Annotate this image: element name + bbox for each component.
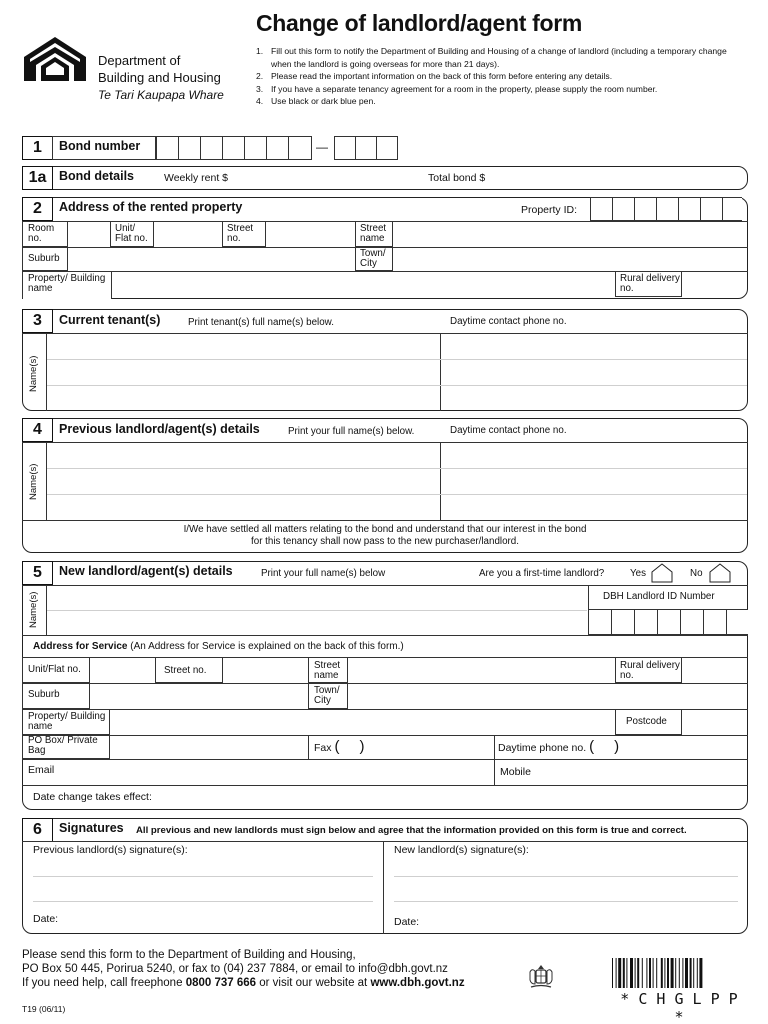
town-label: Town/ City xyxy=(360,248,386,269)
first-time-no-checkbox[interactable] xyxy=(709,563,731,583)
bond-number-input[interactable] xyxy=(156,136,312,160)
current-tenant-label: Current tenant(s) xyxy=(59,313,161,327)
new-signature-date-input[interactable] xyxy=(423,910,747,932)
new-property-name-label: Property/ Building name xyxy=(28,711,106,732)
weekly-rent-field[interactable]: Weekly rent $ xyxy=(164,172,228,184)
unit-label: Unit/ Flat no. xyxy=(115,223,148,244)
new-suburb-input[interactable] xyxy=(91,684,307,708)
date-change-label: Date change takes effect: xyxy=(33,791,152,803)
first-time-yes-label: Yes xyxy=(630,568,646,579)
first-time-no-label: No xyxy=(690,568,703,579)
tenant-phone-label: Daytime contact phone no. xyxy=(450,316,567,327)
section-6-number: 6 xyxy=(22,818,53,842)
new-suburb-label: Suburb xyxy=(28,689,60,700)
first-time-yes-checkbox[interactable] xyxy=(651,563,673,583)
bond-number-label: Bond number xyxy=(59,139,141,153)
rural-input[interactable] xyxy=(682,272,748,298)
suburb-label: Suburb xyxy=(28,253,60,264)
new-street-name-input[interactable] xyxy=(349,658,614,682)
org-name-line-1: Department of xyxy=(98,53,181,68)
fax-input[interactable] xyxy=(372,736,493,758)
previous-signature-date-input[interactable] xyxy=(62,910,382,932)
property-name-label: Property/ Building name xyxy=(28,273,106,294)
section-2-number: 2 xyxy=(22,197,53,221)
fax-label: Fax ( ) xyxy=(314,738,365,755)
divider xyxy=(308,735,309,759)
new-landlord-label: New landlord/agent(s) details xyxy=(59,564,233,578)
street-no-label: Street no. xyxy=(227,223,254,244)
new-signature-date-label: Date: xyxy=(394,916,420,928)
instructions-list xyxy=(256,45,736,108)
property-id-label: Property ID: xyxy=(521,204,578,216)
total-bond-field[interactable]: Total bond $ xyxy=(428,172,486,184)
bond-number-dash: — xyxy=(316,140,328,154)
current-tenant-hint: Print tenant(s) full name(s) below. xyxy=(188,317,334,328)
new-rural-input[interactable] xyxy=(683,658,747,682)
new-unit-label: Unit/Flat no. xyxy=(28,664,81,675)
org-name-line-2: Building and Housing xyxy=(98,70,221,85)
previous-landlord-names-label: Name(s) xyxy=(28,463,39,500)
new-signature-input[interactable] xyxy=(384,856,747,908)
instruction-item: 1. Fill out this form to notify the Department of Building and Housing of a change of landlord (including a temporary change when the landlord is going overseas for more than 21 days). xyxy=(256,46,727,69)
new-landlord-name-input[interactable] xyxy=(47,586,587,634)
day-phone-label: Daytime phone no. ( ) xyxy=(498,738,620,755)
barcode-text: * C H G L P P * xyxy=(620,990,738,1024)
section-1a-number: 1a xyxy=(22,166,53,190)
room-no-input[interactable] xyxy=(68,222,110,246)
signatures-label: Signatures xyxy=(59,821,124,835)
instruction-item: 4. Use black or dark blue pen. xyxy=(256,96,376,107)
section-1-number: 1 xyxy=(22,136,53,160)
new-landlord-hint: Print your full name(s) below xyxy=(261,568,386,579)
previous-signature-input[interactable] xyxy=(23,856,382,908)
tenant-names-label: Name(s) xyxy=(28,355,39,392)
footer-line-2: PO Box 50 445, Porirua 5240, or fax to (04) 237 7884, or email to info@dbh.govt.nz xyxy=(22,963,448,975)
town-input[interactable] xyxy=(393,248,748,270)
new-signature-label: New landlord(s) signature(s): xyxy=(394,844,529,856)
room-no-label: Room no. xyxy=(28,223,55,244)
po-box-input[interactable] xyxy=(111,736,307,758)
rented-address-label: Address of the rented property xyxy=(59,200,243,214)
instruction-item: 3. If you have a separate tenancy agreement for a room in the property, please supply the room number. xyxy=(256,83,658,94)
settlement-statement-line-2: for this tenancy shall now pass to the new purchaser/landlord. xyxy=(251,536,519,547)
previous-landlord-phone-label: Daytime contact phone no. xyxy=(450,425,567,436)
new-street-name-label: Street name xyxy=(314,660,341,681)
signatures-statement: All previous and new landlords must sign below and agree that the information provided on this form is true and correct. xyxy=(136,825,687,836)
new-unit-input[interactable] xyxy=(91,658,154,682)
new-street-no-label: Street no. xyxy=(164,665,207,676)
previous-signature-date-label: Date: xyxy=(33,913,59,925)
postcode-label: Postcode xyxy=(626,716,667,727)
new-town-input[interactable] xyxy=(349,684,747,708)
divider xyxy=(494,735,495,785)
address-for-service-label: Address for Service (An Address for Service is explained on the back of this form.) xyxy=(33,641,404,652)
suburb-input[interactable] xyxy=(68,248,355,270)
date-change-input[interactable] xyxy=(160,786,747,809)
street-name-input[interactable] xyxy=(393,222,748,246)
rural-label: Rural delivery no. xyxy=(620,273,680,294)
previous-landlord-label: Previous landlord/agent(s) details xyxy=(59,422,260,436)
email-input[interactable] xyxy=(60,760,493,784)
dbh-landlord-id-input[interactable] xyxy=(588,609,748,635)
previous-signature-label: Previous landlord(s) signature(s): xyxy=(33,844,188,856)
email-label: Email xyxy=(28,764,55,776)
settlement-statement-line-1: I/We have settled all matters relating to the bond and understand that our interest in the bond xyxy=(183,524,587,535)
section-3-number: 3 xyxy=(22,309,53,333)
street-name-label: Street name xyxy=(360,223,387,244)
divider xyxy=(22,841,748,842)
previous-landlord-name-input[interactable] xyxy=(47,443,439,519)
bond-number-suffix-input[interactable] xyxy=(334,136,398,160)
day-phone-input[interactable] xyxy=(630,736,747,758)
previous-landlord-phone-input[interactable] xyxy=(441,443,747,519)
dbh-logo-icon xyxy=(22,35,88,83)
first-time-landlord-question: Are you a first-time landlord? xyxy=(479,568,605,579)
new-town-label: Town/ City xyxy=(314,685,340,706)
barcode-icon xyxy=(612,958,746,988)
postcode-input[interactable] xyxy=(683,710,747,734)
section-5-number: 5 xyxy=(22,561,53,585)
street-no-input[interactable] xyxy=(266,222,355,246)
tenant-phone-input[interactable] xyxy=(441,334,747,410)
page-title: Change of landlord/agent form xyxy=(256,10,583,36)
help-phone: 0800 737 666 xyxy=(185,977,257,989)
property-id-input[interactable] xyxy=(590,197,748,221)
footer-line-3: If you need help, call freephone 0800 737 666 or visit our website at www.dbh.govt.nz xyxy=(22,977,465,989)
form-code: T19 (06/11) xyxy=(22,1004,66,1014)
new-landlord-names-label: Name(s) xyxy=(28,591,39,628)
unit-input[interactable] xyxy=(154,222,222,246)
instruction-item: 2. Please read the important information on the back of this form before entering any details. xyxy=(256,71,613,82)
website-link[interactable]: www.dbh.govt.nz xyxy=(370,977,465,989)
footer-line-1: Please send this form to the Department of Building and Housing, xyxy=(22,949,356,961)
previous-landlord-hint: Print your full name(s) below. xyxy=(288,426,415,437)
mobile-input[interactable] xyxy=(540,760,747,784)
new-street-no-input[interactable] xyxy=(224,658,307,682)
org-name-maori: Te Tari Kaupapa Whare xyxy=(98,88,224,102)
mobile-label: Mobile xyxy=(500,766,531,778)
divider xyxy=(22,520,748,521)
po-box-label: PO Box/ Private Bag xyxy=(28,735,98,756)
tenant-name-input[interactable] xyxy=(47,334,439,410)
section-4-number: 4 xyxy=(22,418,53,442)
property-name-input[interactable] xyxy=(112,272,615,298)
nz-coat-of-arms-icon xyxy=(526,964,556,990)
divider xyxy=(22,635,748,636)
dbh-landlord-id-label: DBH Landlord ID Number xyxy=(603,591,715,602)
new-property-name-input[interactable] xyxy=(111,710,614,734)
bond-details-label: Bond details xyxy=(59,169,135,183)
new-rural-label: Rural delivery no. xyxy=(620,660,680,681)
